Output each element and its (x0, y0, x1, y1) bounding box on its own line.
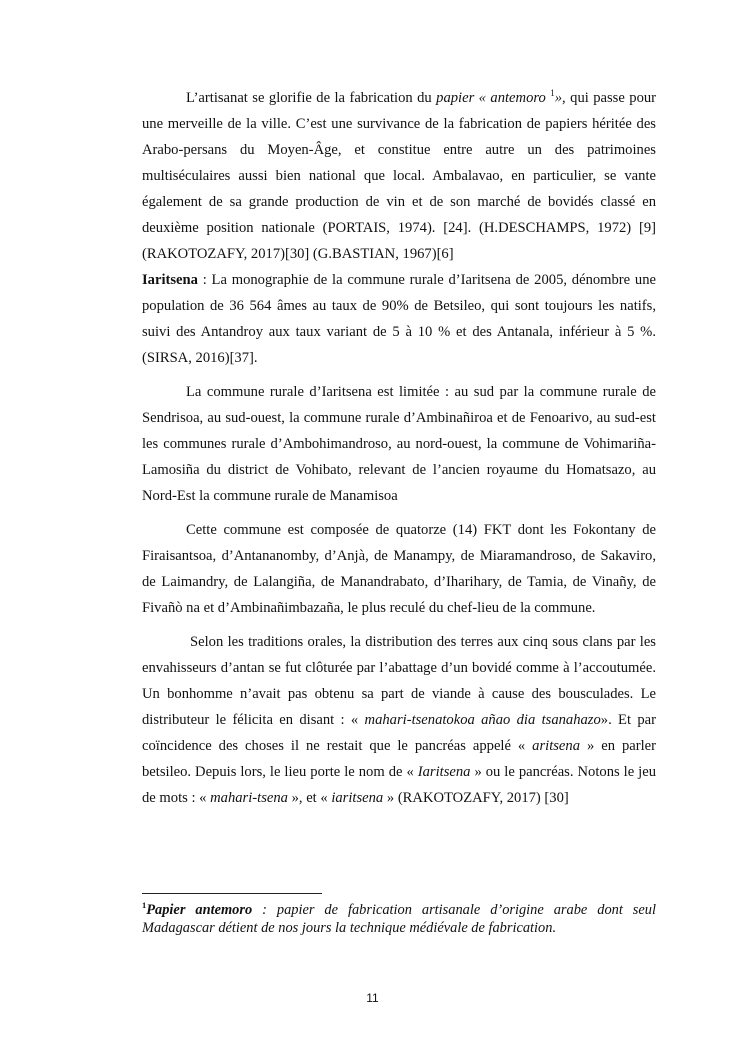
term-iaritsena: Iaritsena (142, 272, 198, 288)
footnote-text: : papier de fabrication artisanale d’origine arabe dont seul Madagascar détient de nos jours la technique médiévale de fabrication. (142, 902, 656, 936)
paragraph-text: », et « (287, 790, 332, 806)
footnote-term: Papier antemoro (146, 902, 253, 918)
paragraph-iaritsena-population (142, 267, 656, 371)
malagasy-term: iaritsena (331, 790, 384, 806)
paragraph-artisanat (142, 85, 656, 267)
paragraph-text: » (RAKOTOZAFY, 2017) [30] (383, 790, 569, 806)
paragraph-fokontany: Cette commune est composée de quatorze (14) FKT dont les Fokontany de Firaisantsoa, d’Antananomby, d’Anjà, de Manampy, de Miaramandroso, de Sakaviro, de Laimandry, de Lalangiña, de Manandrabato, d’Iharihary, de Tamia, de Vinañy, de Fivañò na et d’Ambinañimbazaña, le plus reculé du chef-lieu de la commune. (142, 522, 656, 616)
paragraph-limites: La commune rurale d’Iaritsena est limitée : au sud par la commune rurale de Sendrisoa, au sud-ouest, la commune rurale d’Ambinañiroa et de Fenoarivo, au sud-est les communes rurale d’Ambohimandroso, au nord-ouest, la commune de Vohimariña-Lamosiña du district de Vohibato, relevant de l’ancien royaume du Homatsazo, au Nord-Est la commune rurale de Manamisoa (142, 384, 656, 504)
malagasy-term: mahari-tsena (210, 790, 288, 806)
paragraph-text: » ou le pancréas. Notons le jeu de mots : « (142, 764, 656, 806)
footnote-reference[interactable]: 1 (550, 88, 555, 99)
footnote-separator (142, 893, 322, 894)
paragraph-text: ». Et par coïncidence des choses il ne restait que le pancréas appelé « (142, 712, 656, 754)
malagasy-term: Iaritsena (417, 764, 471, 780)
body-text (142, 85, 656, 811)
closing-quote: », (554, 90, 571, 106)
malagasy-term: aritsena (532, 738, 581, 754)
paragraph-text: Selon les traditions orales, la distribution des terres aux cinq sous clans par les envahisseurs d’antan se fut clôturée par l’abattage d’un bovidé comme à l’accoutumée. Un bonhomme n’avait pas obtenu sa part de viande à cause des bousculades. Le distributeur le félicita en disant : « (142, 634, 656, 728)
paragraph-text: qui passe pour une merveille de la ville. C’est une survivance de la fabrication de papiers héritée des Arabo-persans du Moyen-Âge, et constitue entre autre un des patrimoines multiséculaires aussi bien national que local. Ambalavao, en particulier, se vante également de sa grande production de vin et de son marché de bovidés classé en deuxième position nationale (PORTAIS, 1974). [24]. (H.DESCHAMPS, 1972) [9] (RAKOTOZAFY, 2017)[30] (G.BASTIAN, 1967)[6] (142, 90, 657, 262)
paragraph-text: » en parler betsileo. Depuis lors, le lieu porte le nom de « (142, 738, 656, 780)
paragraph-traditions (142, 629, 656, 811)
page-number: 11 (366, 991, 379, 1005)
footnote (142, 901, 656, 937)
term-papier-antemoro: papier « antemoro (436, 90, 551, 106)
malagasy-phrase: mahari-tsenatokoa añao dia tsanahazo (364, 712, 601, 728)
paragraph-text: : La monographie de la commune rurale d’Iaritsena de 2005, dénombre une population de 36 564 âmes au taux de 90% de Betsileo, qui sont toujours les natifs, suivi des Antandroy aux taux variant de 5 à 10 % et des Antanala, inférieur à 5 %. (SIRSA, 2016)[37]. (142, 272, 656, 366)
footnote-marker: 1 (142, 900, 147, 911)
paragraph-text: L’artisanat se glorifie de la fabrication du (186, 90, 437, 106)
